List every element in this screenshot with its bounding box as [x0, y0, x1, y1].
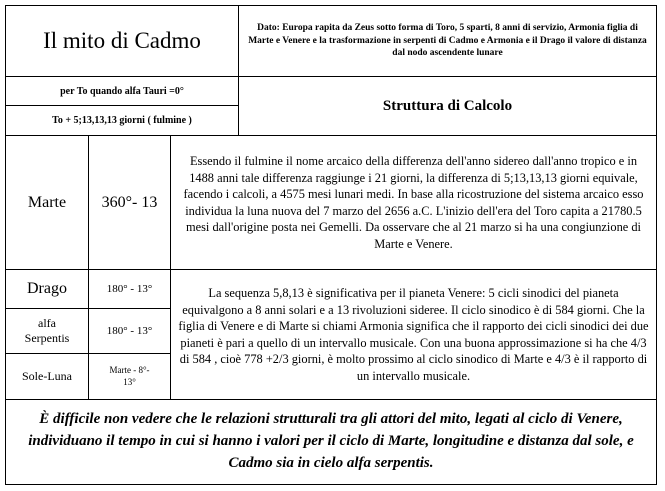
soleluna-name: Sole-Luna — [22, 369, 72, 383]
drago-angle: 180° - 13° — [106, 283, 153, 295]
drago-name: Drago — [27, 280, 67, 297]
dato-cell — [238, 5, 657, 77]
conclusion-text: È difficile non vedere che le relazioni strutturali tra gli attori del mito, legati al ciclo di Venere, individuano il tempo in cui si hanno i valori per il ciclo di Marte, longitudine e distanza dal sole, e Cadmo sia in cielo alfa serpentis. — [28, 411, 634, 471]
serpentis-name-cell — [5, 308, 89, 354]
soleluna-name-cell — [5, 353, 89, 400]
paragraph-venere: La sequenza 5,8,13 è significativa per il pianeta Venere: 5 cicli sinodici del pianeta equivalgono a 8 anni solari e a 13 rivoluzioni sideree. Il ciclo sinodico è di 584 giorni. Che la figlia di Venere e di Marte si chiami Armonia significa che il rapporto dei cicli sinodici dei due pianeti è pari a quello di un intervallo musicale. Con una buona approssimazione si ha che 4/3 di 584 , cioè 778 +2/3 giorni, è molto prossimo al ciclo sinodico di Marte e 4/3 è il rapporto di un intervallo musicale. — [178, 286, 649, 383]
soleluna-angle-line1: Marte - 8°- — [109, 364, 150, 375]
to-label: per To quando alfa Tauri =0° — [60, 85, 184, 97]
paragraph1-cell — [170, 135, 657, 270]
title-cell — [5, 5, 239, 77]
serpentis-angle: 180° - 13° — [106, 325, 153, 337]
marte-name-cell — [5, 135, 89, 270]
marte-angle-cell — [88, 135, 171, 270]
struttura-heading: Struttura di Calcolo — [382, 97, 513, 114]
paragraph-fulmine: Essendo il fulmine il nome arcaico della differenza dell'anno sidereo dall'anno tropico e in 1488 anni tale differenza raggiunge i 21 giorni, la differenza di 5;13,13,13 giorni equivale, facendo i calcoli, a 4575 mesi lunari medi. In base alla ricostruzione del sistema arcaico esso individua la luna nuova del 7 marzo del 2656 a.C. L'inizio dell'era del Toro capita a 21780.5 mesi dall'origine posta nei Gemelli. Da osservare che al 21 marzo si ha una congiunzione di Marte e Venere. — [183, 154, 644, 251]
document-table — [5, 5, 657, 485]
drago-name-cell — [5, 269, 89, 309]
soleluna-angle-cell — [88, 353, 171, 400]
fulmine-label: To + 5;13,13,13 giorni ( fulmine ) — [52, 115, 192, 126]
serpentis-name-line2: Serpentis — [24, 331, 70, 345]
fulmine-cell — [5, 105, 239, 136]
marte-angle: 360°- 13 — [101, 193, 158, 211]
soleluna-angle-line2: 13° — [123, 376, 136, 387]
serpentis-angle-cell — [88, 308, 171, 354]
dato-text: Dato: Europa rapita da Zeus sotto forma di Toro, 5 sparti, 8 anni di servizio, Armonia figlia di Marte e Venere e la trasformazione in serpenti di Cadmo e Armonia e il Drago il valore di distanza dal nodo ascendente lunare — [248, 23, 647, 59]
conclusion-cell — [5, 399, 657, 485]
struttura-cell — [238, 76, 657, 136]
marte-name: Marte — [27, 193, 67, 211]
page-title: Il mito di Cadmo — [43, 28, 201, 53]
to-cell — [5, 76, 239, 106]
drago-angle-cell — [88, 269, 171, 309]
paragraph2-cell — [170, 269, 657, 400]
serpentis-name-line1: alfa — [38, 316, 56, 330]
